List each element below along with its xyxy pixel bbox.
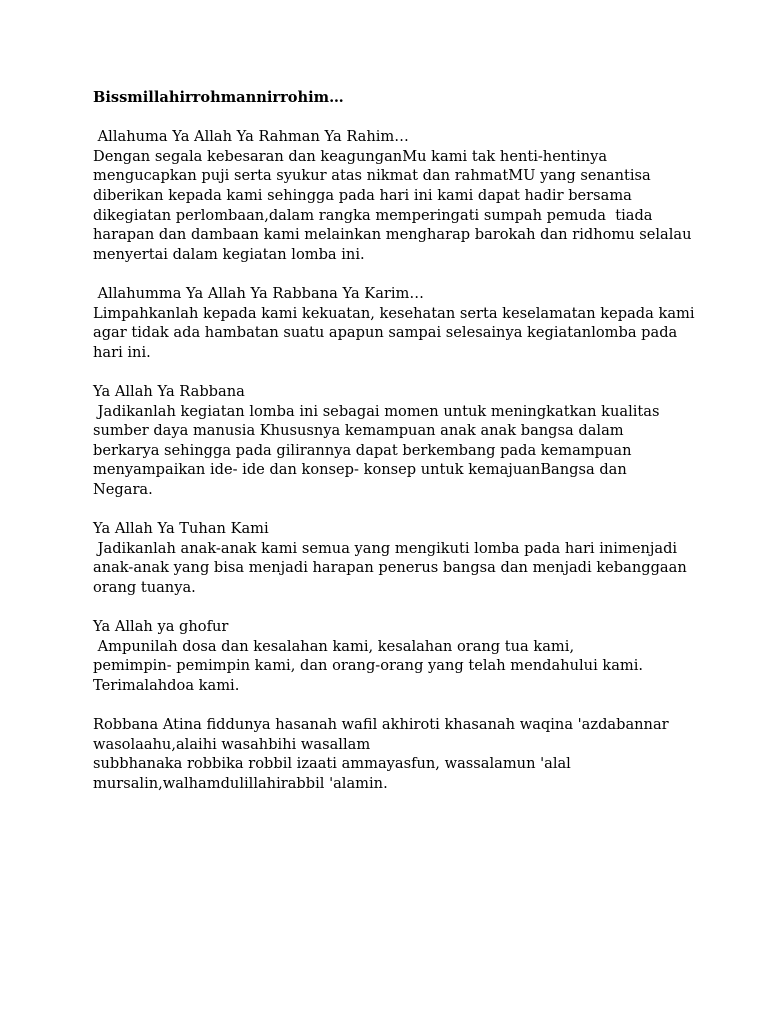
- paragraph-heading: Ya Allah Ya Rabbana: [93, 382, 245, 400]
- paragraph-line: menyampaikan ide- ide dan konsep- konsep untuk kemajuanBangsa dan: [93, 461, 627, 479]
- paragraph-line: wasolaahu,alaihi wasahbihi wasallam: [93, 735, 371, 753]
- paragraph-line: Dengan segala kebesaran dan keagunganMu kami tak henti-hentinya: [93, 147, 608, 165]
- paragraph-line: subbhanaka robbika robbil izaati ammayasfun, wassalamun 'alal: [93, 755, 571, 773]
- paragraph-line: hari ini.: [93, 343, 151, 361]
- blank-line: [93, 597, 693, 617]
- paragraph-heading: Ya Allah Ya Tuhan Kami: [93, 520, 269, 538]
- paragraph-line: dikegiatan perlombaan,dalam rangka memperingati sumpah pemuda tiada: [93, 206, 653, 224]
- paragraph-opening-prayer: [93, 127, 693, 264]
- paragraph-quality-prayer: [93, 382, 693, 500]
- paragraph-line: anak-anak yang bisa menjadi harapan penerus bangsa dan menjadi kebanggaan: [93, 559, 687, 577]
- blank-line: [93, 108, 693, 128]
- paragraph-line: Robbana Atina fiddunya hasanah wafil akhiroti khasanah waqina 'azdabannar: [93, 716, 669, 733]
- paragraph-line: mursalin,walhamdulillahirabbil 'alamin.: [93, 774, 388, 792]
- paragraph-children-prayer: [93, 519, 693, 597]
- paragraph-line: Jadikanlah anak-anak kami semua yang mengikuti lomba pada hari inimenjadi: [93, 539, 678, 557]
- document-title: Bissmillahirrohmannirrohim…: [93, 89, 344, 106]
- paragraph-heading: Allahuma Ya Allah Ya Rahman Ya Rahim…: [93, 128, 409, 146]
- paragraph-strength-prayer: [93, 284, 693, 362]
- blank-line: [93, 695, 693, 715]
- blank-line: [93, 499, 693, 519]
- paragraph-line: diberikan kepada kami sehingga pada hari ini kami dapat hadir bersama: [93, 186, 632, 204]
- blank-line: [93, 362, 693, 382]
- paragraph-line: Negara.: [93, 480, 153, 498]
- paragraph-line: agar tidak ada hambatan suatu apapun sampai selesainya kegiatanlomba pada: [93, 324, 678, 342]
- paragraph-forgiveness-prayer: [93, 617, 693, 695]
- paragraph-line: menyertai dalam kegiatan lomba ini.: [93, 245, 365, 263]
- paragraph-heading: Allahumma Ya Allah Ya Rabbana Ya Karim…: [93, 284, 424, 302]
- paragraph-line: Limpahkanlah kepada kami kekuatan, kesehatan serta keselamatan kepada kami: [93, 304, 695, 322]
- paragraph-line: berkarya sehingga pada gilirannya dapat berkembang pada kemampuan: [93, 441, 632, 459]
- paragraph-line: harapan dan dambaan kami melainkan mengharap barokah dan ridhomu selalau: [93, 226, 692, 244]
- paragraph-line: Terimalahdoa kami.: [93, 676, 240, 694]
- paragraph-line: orang tuanya.: [93, 578, 196, 596]
- blank-line: [93, 264, 693, 284]
- paragraph-heading: Ya Allah ya ghofur: [93, 618, 229, 636]
- paragraph-line: mengucapkan puji serta syukur atas nikmat dan rahmatMU yang senantisa: [93, 167, 651, 185]
- paragraph-line: pemimpin- pemimpin kami, dan orang-orang yang telah mendahului kami.: [93, 657, 644, 675]
- paragraph-line: sumber daya manusia Khususnya kemampuan anak anak bangsa dalam: [93, 422, 624, 440]
- paragraph-closing-prayer: [93, 715, 693, 793]
- paragraph-line: Ampunilah dosa dan kesalahan kami, kesalahan orang tua kami,: [93, 637, 575, 655]
- document-page: [93, 88, 693, 793]
- paragraph-line: Jadikanlah kegiatan lomba ini sebagai momen untuk meningkatkan kualitas: [93, 402, 660, 420]
